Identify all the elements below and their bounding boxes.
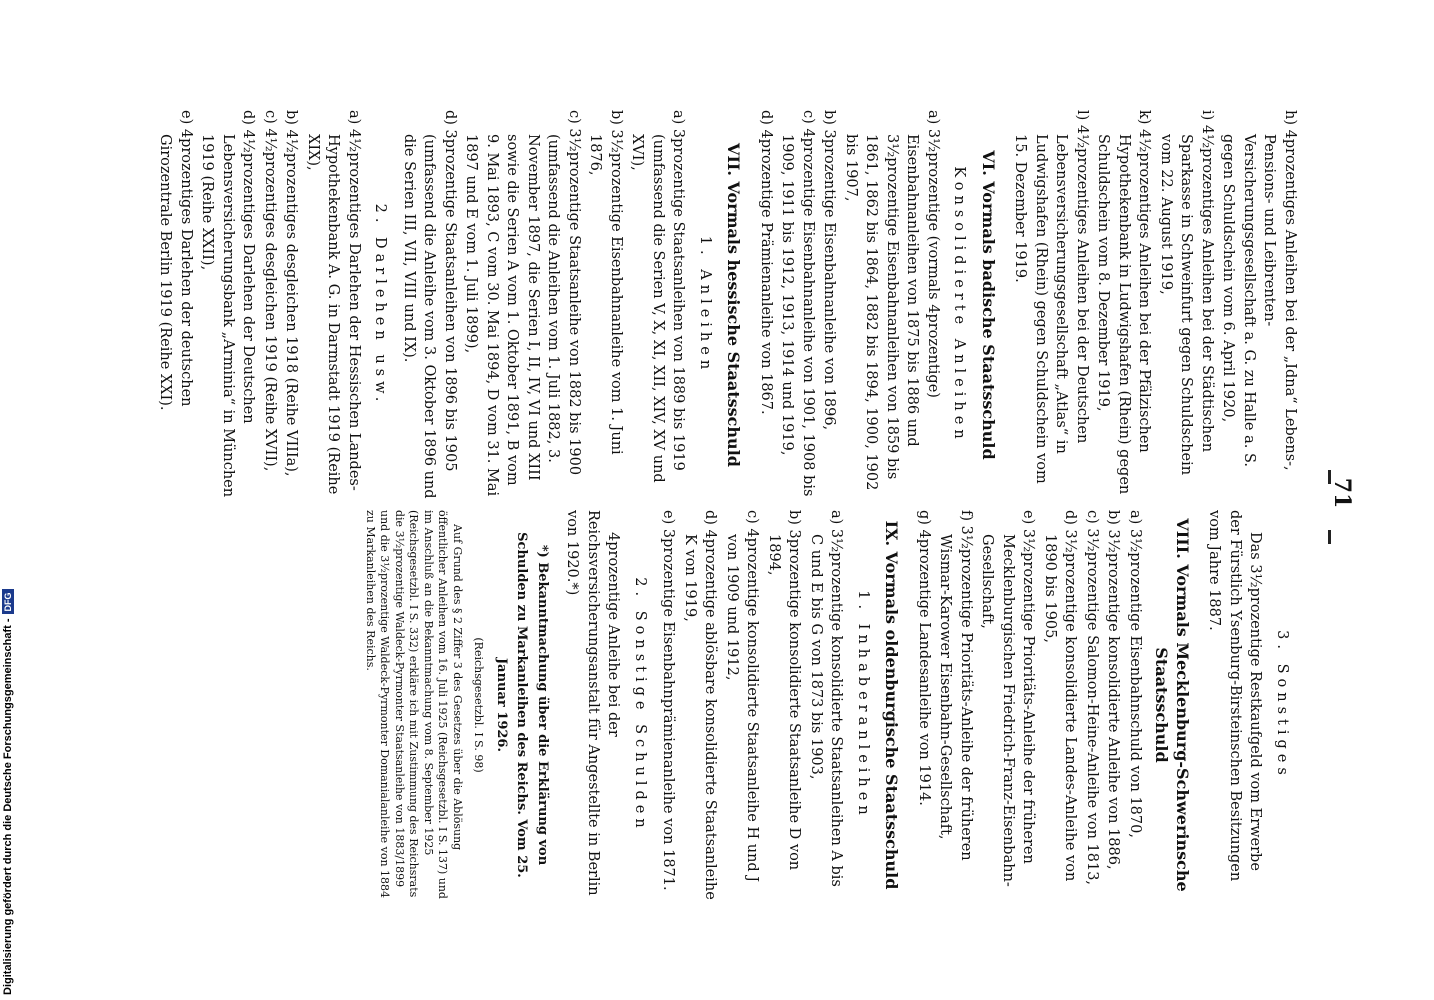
list-item: a) 4½prozentiges Darlehen der Hessischen Landes-Hypothekenbank A. G. in Darmstadt 1919 (Reihe XIX), [305,110,362,495]
dfg-logo: DFG [2,589,14,614]
section-subheading: 2. Sonstige Schulden [632,577,648,833]
page-dash-bottom [1328,530,1331,544]
list-item: d) 3prozentige Staatsanleihen von 1896 bis 1905 (umfassend die Anleihe vom 3. Oktober 1896 und die Serien III, VII, VIII und IX). [401,110,458,499]
list-item: b) 3½prozentige konsolidierte Anleihe von 1886, [1105,510,1122,870]
list-item: c) 3½prozentige Salomon-Heine-Anleihe von 1813, [1084,510,1100,886]
section-heading: VI. Vormals badische Staatsschuld [979,150,998,460]
list-item: k) 4½prozentiges Anleihen bei der Pfälzischen Hypothekenbank in Ludwigshafen (Rhein) gegen Schuldschein vom 8. Dezember 1919, [1095,110,1153,495]
section-heading: IX. Vormals oldenburgische Staatsschuld [882,520,902,890]
list-item: c) 4½prozentiges desgleichen 1919 (Reihe XVII), [262,110,278,472]
footnote-text: Auf Grund des § 2 Ziffer 3 des Gesetzes über die Ablösung öffentlicher Anleihen vom 16. Juli 1925 (Reichsgesetzbl. I S. 137) und im Anschluß an die Bekanntmachung vom 8. September 1925 (Reichsgesetzbl. I S. 332) erkläre ich mit Zustimmung des Reichsrats die 3½prozentige Waldeck-Pyrmonter Staatsanleihe von 1883/1899 und die 3½prozentige Waldeck-Pyrmonter Domanialanleihe von 1884 zu Markanleihen des Reichs. [364,510,464,899]
section-heading: VIII. Vormals Mecklenburg-Schwerinsche Staatsschuld [1152,518,1192,892]
list-item: e) 3prozentige Eisenbahnprämienanleihe von 1871. [660,510,677,891]
list-item: d) 4prozentige ablösbare konsolidierte Staatsanleihe K von 1919, [682,510,719,900]
list-item: e) 4prozentiges Darlehen der deutschen Girozentrale Berlin 1919 (Reihe XXI). [157,110,194,411]
paragraph: 4prozentige Anleihe bei der Reichsversicherungsanstalt für Angestellte in Berlin von 1920.*) [564,510,622,896]
list-item: d) 4½prozentiges Darlehen der Deutschen Lebensversicherungsbank „Arminia“ in München 1919 (Reihe XXII), [199,110,257,498]
section-subheading: 1. Inhaberanleihen [855,590,871,820]
list-item: c) 3½prozentige Staatsanleihe von 1882 bis 1900 (umfassend die Anleihen vom 1. Juli 1882, 3. November 1897, die Serien I, II, IV, VI und XIII sowie die Serien A vom 1. Oktober 1891, B vom 9. Mai 1893, C vom 30. Mai 1894, D vom 31. Mai 1897 und E vom 1. Juli 1899), [463,110,582,497]
list-item: b) 3½prozentige Eisenbahnanleihe vom 1. Juni 1876, [587,110,624,455]
section-subheading: Konsolidierte Anleihen [951,166,968,444]
list-item: i) 4½prozentiges Anleihen bei der Städtischen Sparkasse in Schweinfurt gegen Schuldschein vom 22. August 1919, [1158,110,1215,476]
list-item: l) 4½prozentiges Anleihen bei der Deutschen Lebensversicherungsgesellschaft „Atlas“ in Ludwigshafen (Rhein) gegen Schuldschein vom 15. Dezember 1919. [1012,110,1090,484]
section-subheading: 2. Darlehen usw. [372,203,389,407]
credit-text: Digitalisierung gefördert durch die Deutsche Forschungsgemeinschaft - [2,618,14,995]
list-item: c) 4prozentige konsolidierte Staatsanleihe H und J von 1909 und 1912, [724,510,761,883]
list-item: a) 3prozentige Staatsanleihen von 1889 bis 1919 (umfassend die Serien V, X, XI, XII, XIV, XV und XVI), [629,110,687,483]
paragraph: Das 3½prozentige Restkaufgeld vom Erwerbe der Fürstlich Ysenburg-Birsteinschen Besitzungen vom Jahre 1887. [1206,510,1264,882]
list-item: h) 4prozentiges Anleihen bei der „Idna“ Lebens-, Pensions- und Leibrenten-Versicherungsgesellschaft a. G. zu Halle a. S. gegen Schuldschein vom 6. April 1920, [1220,110,1298,471]
list-item: c) 4prozentige Eisenbahnanleihe von 1901, 1908 bis 1909, 1911 bis 1912, 1913, 1914 und 1919, [779,110,816,497]
list-item: a) 3½prozentige (vormals 4prozentige) Eisenbahnanleihen von 1875 bis 1886 und 3½prozentige Eisenbahnanleihen von 1859 bis 1861, 1862 bis 1864, 1882 bis 1894, 1900, 1902 bis 1907, [843,110,941,491]
section-subheading: 1. Anleihen [697,235,713,375]
items-top [1010,110,1300,500]
column-left [363,510,1301,900]
list-item: a) 3½prozentige Eisenbahnschuld von 1870, [1127,510,1143,838]
list-item: f) 3½prozentige Prioritäts-Anleihe der früheren Wismar-Karower Eisenbahn-Gesellschaft, [937,510,974,861]
list-item: g) 4prozentige Landesanleihe von 1914. [916,510,932,806]
spacer [552,510,562,900]
list-item: b) 3prozentige konsolidierte Staatsanleihe D von 1894, [766,510,803,871]
list-item: d) 3½prozentige konsolidierte Landes-Anleihe von 1890 bis 1905, [1042,510,1079,882]
list-item: e) 3½prozentige Prioritäts-Anleihe der früheren Mecklenburgischen Friedrich-Franz-Eisenbahn-Gesellschaft, [979,510,1037,887]
section-heading: VII. Vormals hessische Staatsschuld [724,143,744,467]
list-item: b) 4½prozentiges desgleichen 1918 (Reihe VIIIa), [283,110,300,477]
list-item: a) 3½prozentige konsolidierte Staatsanleihen A bis C und E bis G von 1873 bis 1903, [808,510,845,887]
list-item: b) 3prozentige Eisenbahnanleihe von 1896, [821,110,838,431]
footnote-source: (Reichsgesetzbl. I S. 98) [472,637,486,773]
footnote-title: *) Bekanntmachung über die Erklärung von Schulden zu Markanleihen des Reichs. Vom 25. Januar 1926. [494,532,550,878]
list-item: d) 4prozentige Prämienanleihe von 1867. [758,110,774,415]
column-right [154,110,1300,500]
digitization-credit [2,589,14,995]
page-number: 71 [1329,477,1355,509]
section-subheading: 3. Sonstiges [1274,630,1290,780]
